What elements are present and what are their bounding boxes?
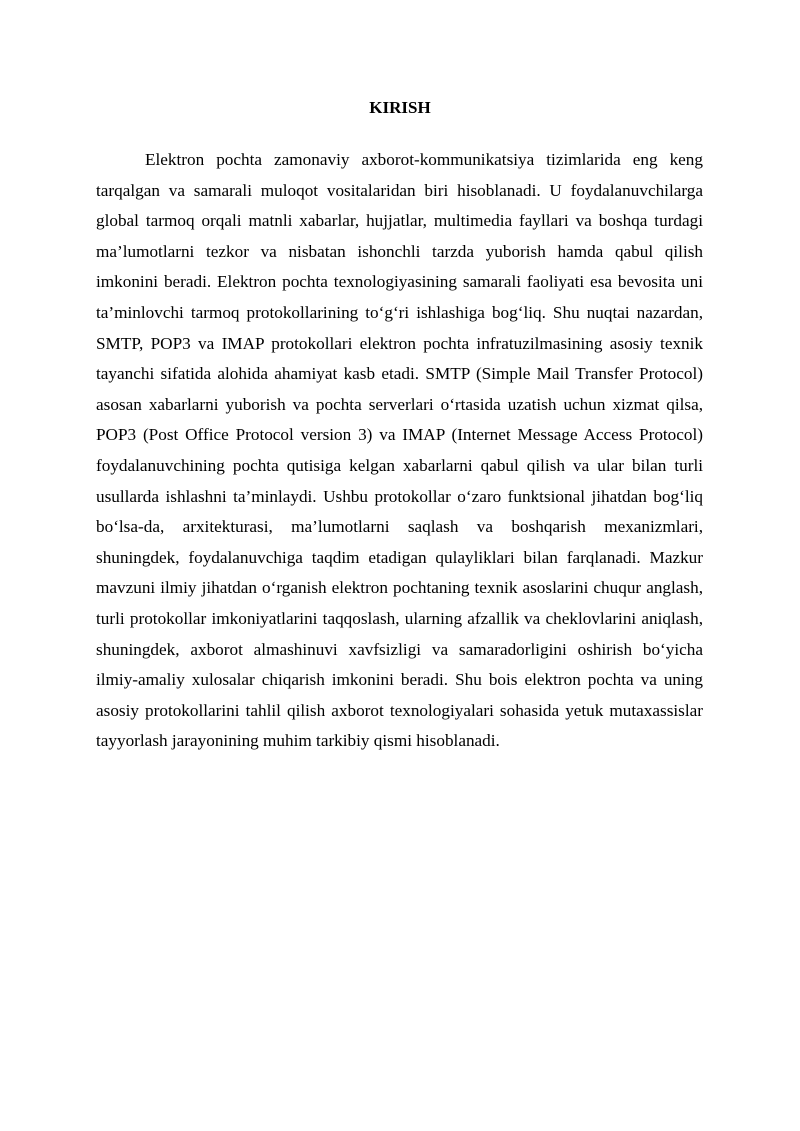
intro-paragraph: Elektron pochta zamonaviy axborot-kommunikatsiya tizimlarida eng keng tarqalgan va samarali muloqot vositalaridan biri hisoblanadi. U foydalanuvchilarga global tarmoq orqali matnli xabarlar, hujjatlar, multimedia fayllari va boshqa turdagi ma’lumotlarni tezkor va nisbatan ishonchli tarzda yuborish hamda qabul qilish imkonini beradi. Elektron pochta texnologiyasining samarali faoliyati esa bevosita uni ta’minlovchi tarmoq protokollarining to‘g‘ri ishlashiga bog‘liq. Shu nuqtai nazardan, SMTP, POP3 va IMAP protokollari elektron pochta infratuzilmasining asosiy texnik tayanchi sifatida alohida ahamiyat kasb etadi. SMTP (Simple Mail Transfer Protocol) asosan xabarlarni yuborish va pochta serverlari o‘rtasida uzatish uchun xizmat qilsa, POP3 (Post Office Protocol version 3) va IMAP (Internet Message Access Protocol) foydalanuvchining pochta qutisiga kelgan xabarlarni qabul qilish va ular bilan turli usullarda ishlashni ta’minlaydi. Ushbu protokollar o‘zaro funktsional jihatdan bog‘liq bo‘lsa-da, arxitekturasi, ma’lumotlarni saqlash va boshqarish mexanizmlari, shuningdek, foydalanuvchiga taqdim etadigan qulayliklari bilan farqlanadi. Mazkur mavzuni ilmiy jihatdan o‘rganish elektron pochtaning texnik asoslarini chuqur anglash, turli protokollar imkoniyatlarini taqqoslash, ularning afzallik va cheklovlarini aniqlash, shuningdek, axborot almashinuvi xavfsizligi va samaradorligini oshirish bo‘yicha ilmiy-amaliy xulosalar chiqarish imkonini beradi. Shu bois elektron pochta va uning asosiy protokollarini tahlil qilish axborot texnologiyalari sohasida yetuk mutaxassislar tayyorlash jarayonining muhim tarkibiy qismi hisoblanadi.	[96, 150, 703, 751]
section-heading: KIRISH	[369, 98, 431, 117]
